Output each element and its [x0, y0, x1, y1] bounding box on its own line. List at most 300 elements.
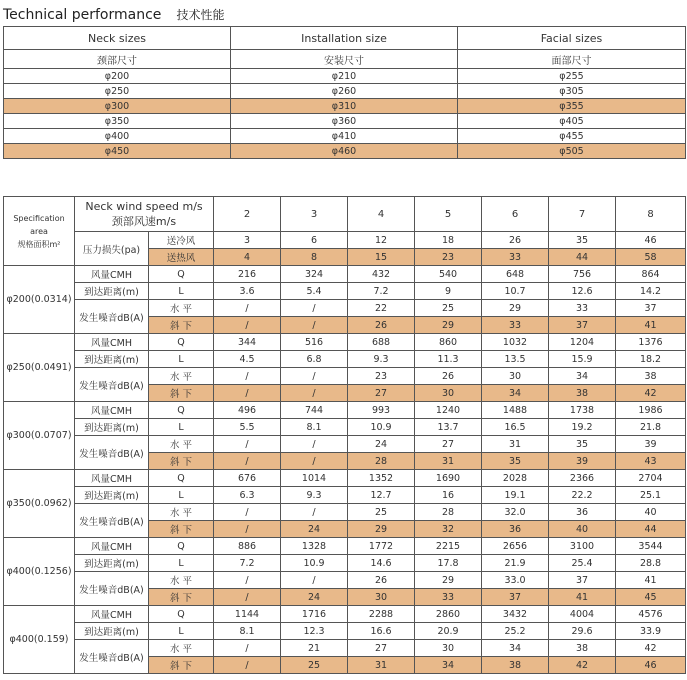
reach-value: 16.5 [482, 419, 549, 436]
noise-horizontal-value: 30 [482, 368, 549, 385]
airflow-symbol: Q [149, 606, 214, 623]
noise-horizontal-value: 25 [348, 504, 415, 521]
airflow-value: 1352 [348, 470, 415, 487]
performance-table [3, 196, 686, 674]
pressure-cold-value: 3 [214, 232, 281, 249]
reach-symbol: L [149, 555, 214, 572]
airflow-value: 1738 [549, 402, 616, 419]
noise-down-value: 29 [348, 521, 415, 538]
pressure-hot-value: 4 [214, 249, 281, 266]
airflow-value: 1986 [616, 402, 686, 419]
noise-down-value: 38 [549, 385, 616, 402]
pressure-hot-value: 44 [549, 249, 616, 266]
airflow-value: 2704 [616, 470, 686, 487]
airflow-value: 4004 [549, 606, 616, 623]
airflow-value: 676 [214, 470, 281, 487]
reach-value: 12.3 [281, 623, 348, 640]
airflow-value: 1772 [348, 538, 415, 555]
reach-row [4, 623, 686, 640]
noise-down-value: / [214, 521, 281, 538]
noise-down-value: 44 [616, 521, 686, 538]
airflow-value: 1014 [281, 470, 348, 487]
noise-horizontal-value: 36 [549, 504, 616, 521]
reach-value: 21.8 [616, 419, 686, 436]
pressure-cold-value: 6 [281, 232, 348, 249]
sizes-cell: φ505 [458, 144, 686, 159]
airflow-value: 1376 [616, 334, 686, 351]
airflow-value: 860 [415, 334, 482, 351]
noise-down-value: / [281, 317, 348, 334]
sizes-row [4, 144, 686, 159]
reach-value: 19.1 [482, 487, 549, 504]
noise-down-value: 43 [616, 453, 686, 470]
airflow-row [4, 334, 686, 351]
noise-down-value: 24 [281, 589, 348, 606]
noise-down-value: 37 [482, 589, 549, 606]
noise-horizontal-row [4, 368, 686, 385]
reach-value: 7.2 [214, 555, 281, 572]
noise-down-value: 28 [348, 453, 415, 470]
noise-horizontal-value: 29 [415, 572, 482, 589]
reach-value: 13.7 [415, 419, 482, 436]
reach-value: 19.2 [549, 419, 616, 436]
noise-horizontal-value: 29 [482, 300, 549, 317]
sizes-cell: φ250 [4, 84, 231, 99]
noise-horizontal-value: 35 [549, 436, 616, 453]
noise-horizontal-value: 24 [348, 436, 415, 453]
noise-down-value: 39 [549, 453, 616, 470]
sizes-cell: φ450 [4, 144, 231, 159]
airflow-value: 2656 [482, 538, 549, 555]
reach-value: 16 [415, 487, 482, 504]
reach-value: 29.6 [549, 623, 616, 640]
reach-value: 15.9 [549, 351, 616, 368]
noise-down-value: 40 [549, 521, 616, 538]
noise-label: 发生噪音dB(A) [75, 640, 149, 674]
spec-area-cell: φ400(0.1256) [4, 538, 75, 606]
airflow-value: 432 [348, 266, 415, 283]
reach-value: 6.3 [214, 487, 281, 504]
sizes-header-en-row [4, 27, 686, 50]
sizes-header-en: Neck sizes [4, 27, 231, 50]
sizes-cell: φ350 [4, 114, 231, 129]
reach-value: 8.1 [214, 623, 281, 640]
noise-down-value: 35 [482, 453, 549, 470]
noise-down-value: / [214, 453, 281, 470]
noise-horizontal-value: 38 [549, 640, 616, 657]
reach-row [4, 487, 686, 504]
noise-horizontal-value: / [281, 300, 348, 317]
noise-horizontal-value: 32.0 [482, 504, 549, 521]
airflow-row [4, 266, 686, 283]
noise-horizontal-row [4, 300, 686, 317]
reach-row [4, 419, 686, 436]
noise-horizontal-value: / [214, 436, 281, 453]
reach-label: 到达距离(m) [75, 623, 149, 640]
noise-down-value: 42 [616, 385, 686, 402]
airflow-label: 风量CMH [75, 606, 149, 623]
reach-row [4, 555, 686, 572]
neck-wind-speed-header [75, 197, 214, 232]
reach-value: 25.2 [482, 623, 549, 640]
reach-label: 到达距离(m) [75, 419, 149, 436]
airflow-value: 993 [348, 402, 415, 419]
sizes-cell: φ310 [231, 99, 458, 114]
reach-value: 25.1 [616, 487, 686, 504]
airflow-value: 744 [281, 402, 348, 419]
reach-value: 10.7 [482, 283, 549, 300]
sizes-cell: φ410 [231, 129, 458, 144]
reach-value: 9.3 [281, 487, 348, 504]
noise-label: 发生噪音dB(A) [75, 436, 149, 470]
reach-label: 到达距离(m) [75, 351, 149, 368]
airflow-value: 1328 [281, 538, 348, 555]
reach-value: 25.4 [549, 555, 616, 572]
title-chinese: 技术性能 [176, 8, 225, 22]
airflow-label: 风量CMH [75, 266, 149, 283]
noise-horizontal-value: / [214, 300, 281, 317]
noise-down-value: 46 [616, 657, 686, 674]
noise-down-value: 31 [348, 657, 415, 674]
noise-down-value: 42 [549, 657, 616, 674]
pressure-hot-value: 15 [348, 249, 415, 266]
airflow-row [4, 538, 686, 555]
noise-horizontal-value: 39 [616, 436, 686, 453]
noise-down-value: 29 [415, 317, 482, 334]
airflow-value: 648 [482, 266, 549, 283]
airflow-value: 756 [549, 266, 616, 283]
sizes-cell: φ360 [231, 114, 458, 129]
wind-speed-value: 3 [281, 197, 348, 232]
noise-down-value: 33 [482, 317, 549, 334]
noise-horizontal-row [4, 436, 686, 453]
reach-symbol: L [149, 283, 214, 300]
airflow-label: 风量CMH [75, 402, 149, 419]
noise-horizontal-value: / [281, 504, 348, 521]
noise-down-value: 34 [415, 657, 482, 674]
noise-horizontal-value: 42 [616, 640, 686, 657]
sizes-header-en: Installation size [231, 27, 458, 50]
noise-label: 发生噪音dB(A) [75, 300, 149, 334]
noise-label: 发生噪音dB(A) [75, 572, 149, 606]
pressure-cold-row [4, 232, 686, 249]
reach-symbol: L [149, 419, 214, 436]
reach-label: 到达距离(m) [75, 283, 149, 300]
airflow-value: 2860 [415, 606, 482, 623]
title-english: Technical performance [3, 7, 162, 23]
noise-down-value: 36 [482, 521, 549, 538]
airflow-label: 风量CMH [75, 334, 149, 351]
reach-value: 13.5 [482, 351, 549, 368]
noise-down-value: / [281, 385, 348, 402]
noise-down-label: 斜 下 [149, 453, 214, 470]
reach-value: 10.9 [348, 419, 415, 436]
sizes-row [4, 99, 686, 114]
noise-horizontal-row [4, 640, 686, 657]
sizes-row [4, 114, 686, 129]
sizes-header-zh-row [4, 50, 686, 69]
wind-speed-value: 2 [214, 197, 281, 232]
noise-horizontal-value: / [281, 572, 348, 589]
sizes-header-en: Facial sizes [458, 27, 686, 50]
noise-horizontal-value: 37 [616, 300, 686, 317]
reach-value: 11.3 [415, 351, 482, 368]
airflow-symbol: Q [149, 266, 214, 283]
airflow-row [4, 402, 686, 419]
sizes-cell: φ405 [458, 114, 686, 129]
noise-horizontal-label: 水 平 [149, 640, 214, 657]
sizes-row [4, 84, 686, 99]
pressure-loss-label: 压力损失(pa) [75, 232, 149, 266]
reach-value: 14.6 [348, 555, 415, 572]
wind-speed-value: 7 [549, 197, 616, 232]
reach-value: 7.2 [348, 283, 415, 300]
noise-horizontal-value: 38 [616, 368, 686, 385]
airflow-value: 2215 [415, 538, 482, 555]
noise-down-value: / [214, 657, 281, 674]
pressure-hot-value: 58 [616, 249, 686, 266]
sizes-cell: φ455 [458, 129, 686, 144]
noise-horizontal-value: 33.0 [482, 572, 549, 589]
sizes-row [4, 129, 686, 144]
reach-value: 12.7 [348, 487, 415, 504]
pressure-hot-value: 8 [281, 249, 348, 266]
sizes-cell: φ305 [458, 84, 686, 99]
spec-area-cell: φ400(0.159) [4, 606, 75, 674]
reach-label: 到达距离(m) [75, 487, 149, 504]
reach-label: 到达距离(m) [75, 555, 149, 572]
airflow-label: 风量CMH [75, 538, 149, 555]
airflow-value: 864 [616, 266, 686, 283]
airflow-value: 540 [415, 266, 482, 283]
noise-horizontal-value: 27 [415, 436, 482, 453]
hot-air-label: 送热风 [149, 249, 214, 266]
reach-symbol: L [149, 623, 214, 640]
noise-horizontal-value: 28 [415, 504, 482, 521]
noise-down-label: 斜 下 [149, 385, 214, 402]
reach-value: 20.9 [415, 623, 482, 640]
spec-area-header-zh: 规格面积m² [17, 239, 61, 249]
noise-horizontal-value: 21 [281, 640, 348, 657]
airflow-value: 1488 [482, 402, 549, 419]
noise-horizontal-value: / [214, 504, 281, 521]
noise-horizontal-value: 34 [482, 640, 549, 657]
sizes-cell: φ260 [231, 84, 458, 99]
pressure-cold-value: 35 [549, 232, 616, 249]
noise-horizontal-label: 水 平 [149, 300, 214, 317]
wind-speed-value: 8 [616, 197, 686, 232]
airflow-row [4, 606, 686, 623]
noise-horizontal-value: 37 [549, 572, 616, 589]
airflow-value: 2366 [549, 470, 616, 487]
sizes-cell: φ255 [458, 69, 686, 84]
sizes-header-zh: 面部尺寸 [458, 50, 686, 69]
spec-area-cell: φ250(0.0491) [4, 334, 75, 402]
noise-down-value: 31 [415, 453, 482, 470]
noise-down-value: 38 [482, 657, 549, 674]
reach-value: 12.6 [549, 283, 616, 300]
noise-down-label: 斜 下 [149, 657, 214, 674]
pressure-cold-value: 18 [415, 232, 482, 249]
neck-wind-speed-zh: 颈部风速m/s [111, 215, 177, 228]
reach-value: 6.8 [281, 351, 348, 368]
reach-row [4, 283, 686, 300]
sizes-table [3, 26, 686, 159]
noise-down-value: 45 [616, 589, 686, 606]
reach-value: 21.9 [482, 555, 549, 572]
noise-down-value: 24 [281, 521, 348, 538]
reach-value: 9.3 [348, 351, 415, 368]
spec-area-cell: φ300(0.0707) [4, 402, 75, 470]
spec-area-cell: φ200(0.0314) [4, 266, 75, 334]
noise-horizontal-value: / [214, 640, 281, 657]
airflow-value: 3544 [616, 538, 686, 555]
reach-value: 5.4 [281, 283, 348, 300]
sizes-cell: φ460 [231, 144, 458, 159]
airflow-value: 1240 [415, 402, 482, 419]
noise-down-value: 30 [348, 589, 415, 606]
airflow-value: 1144 [214, 606, 281, 623]
airflow-value: 344 [214, 334, 281, 351]
airflow-value: 2288 [348, 606, 415, 623]
noise-down-label: 斜 下 [149, 521, 214, 538]
spec-area-header-en: Specification area [13, 213, 65, 236]
pressure-hot-value: 33 [482, 249, 549, 266]
noise-down-value: 25 [281, 657, 348, 674]
reach-value: 9 [415, 283, 482, 300]
noise-horizontal-value: 41 [616, 572, 686, 589]
reach-symbol: L [149, 487, 214, 504]
airflow-value: 216 [214, 266, 281, 283]
noise-down-value: / [214, 589, 281, 606]
noise-horizontal-label: 水 平 [149, 504, 214, 521]
noise-horizontal-row [4, 504, 686, 521]
noise-horizontal-value: / [281, 368, 348, 385]
wind-speed-value: 6 [482, 197, 549, 232]
wind-speed-value: 4 [348, 197, 415, 232]
airflow-value: 496 [214, 402, 281, 419]
perf-header-row [4, 197, 686, 232]
noise-down-value: 27 [348, 385, 415, 402]
noise-horizontal-value: 22 [348, 300, 415, 317]
noise-horizontal-value: 27 [348, 640, 415, 657]
sizes-header-zh: 颈部尺寸 [4, 50, 231, 69]
noise-horizontal-value: / [281, 436, 348, 453]
airflow-value: 688 [348, 334, 415, 351]
sizes-header-zh: 安装尺寸 [231, 50, 458, 69]
noise-down-value: 34 [482, 385, 549, 402]
neck-wind-speed-en: Neck wind speed m/s [85, 200, 203, 213]
noise-down-value: 41 [616, 317, 686, 334]
noise-horizontal-value: 33 [549, 300, 616, 317]
reach-value: 16.6 [348, 623, 415, 640]
sizes-cell: φ355 [458, 99, 686, 114]
reach-value: 22.2 [549, 487, 616, 504]
sizes-cell: φ200 [4, 69, 231, 84]
noise-horizontal-value: 26 [348, 572, 415, 589]
airflow-symbol: Q [149, 470, 214, 487]
airflow-value: 324 [281, 266, 348, 283]
pressure-cold-value: 12 [348, 232, 415, 249]
airflow-value: 1032 [482, 334, 549, 351]
reach-value: 28.8 [616, 555, 686, 572]
spec-area-header [4, 197, 75, 266]
reach-row [4, 351, 686, 368]
airflow-value: 1690 [415, 470, 482, 487]
reach-value: 18.2 [616, 351, 686, 368]
spec-area-cell: φ350(0.0962) [4, 470, 75, 538]
noise-down-value: 33 [415, 589, 482, 606]
noise-down-label: 斜 下 [149, 317, 214, 334]
reach-value: 17.8 [415, 555, 482, 572]
reach-value: 10.9 [281, 555, 348, 572]
noise-horizontal-label: 水 平 [149, 436, 214, 453]
reach-symbol: L [149, 351, 214, 368]
airflow-row [4, 470, 686, 487]
sizes-row [4, 69, 686, 84]
airflow-value: 3100 [549, 538, 616, 555]
noise-horizontal-value: 26 [415, 368, 482, 385]
noise-horizontal-value: / [214, 368, 281, 385]
airflow-value: 2028 [482, 470, 549, 487]
page-title [3, 4, 225, 24]
reach-value: 4.5 [214, 351, 281, 368]
pressure-hot-value: 23 [415, 249, 482, 266]
wind-speed-value: 5 [415, 197, 482, 232]
noise-horizontal-value: 30 [415, 640, 482, 657]
noise-down-value: 30 [415, 385, 482, 402]
reach-value: 3.6 [214, 283, 281, 300]
noise-down-value: 37 [549, 317, 616, 334]
noise-horizontal-value: 23 [348, 368, 415, 385]
noise-down-label: 斜 下 [149, 589, 214, 606]
noise-down-value: 32 [415, 521, 482, 538]
pressure-cold-value: 46 [616, 232, 686, 249]
noise-horizontal-value: 31 [482, 436, 549, 453]
airflow-value: 1204 [549, 334, 616, 351]
noise-horizontal-value: / [214, 572, 281, 589]
reach-value: 14.2 [616, 283, 686, 300]
noise-label: 发生噪音dB(A) [75, 504, 149, 538]
cold-air-label: 送冷风 [149, 232, 214, 249]
noise-horizontal-row [4, 572, 686, 589]
sizes-cell: φ210 [231, 69, 458, 84]
airflow-value: 516 [281, 334, 348, 351]
airflow-value: 3432 [482, 606, 549, 623]
noise-down-value: 41 [549, 589, 616, 606]
airflow-value: 886 [214, 538, 281, 555]
reach-value: 33.9 [616, 623, 686, 640]
noise-horizontal-label: 水 平 [149, 368, 214, 385]
airflow-symbol: Q [149, 402, 214, 419]
reach-value: 5.5 [214, 419, 281, 436]
noise-horizontal-value: 25 [415, 300, 482, 317]
sizes-cell: φ400 [4, 129, 231, 144]
pressure-cold-value: 26 [482, 232, 549, 249]
airflow-value: 4576 [616, 606, 686, 623]
airflow-symbol: Q [149, 334, 214, 351]
reach-value: 8.1 [281, 419, 348, 436]
noise-down-value: / [281, 453, 348, 470]
airflow-label: 风量CMH [75, 470, 149, 487]
sizes-cell: φ300 [4, 99, 231, 114]
noise-down-value: 26 [348, 317, 415, 334]
noise-horizontal-value: 40 [616, 504, 686, 521]
noise-down-value: / [214, 385, 281, 402]
noise-label: 发生噪音dB(A) [75, 368, 149, 402]
airflow-symbol: Q [149, 538, 214, 555]
noise-horizontal-label: 水 平 [149, 572, 214, 589]
